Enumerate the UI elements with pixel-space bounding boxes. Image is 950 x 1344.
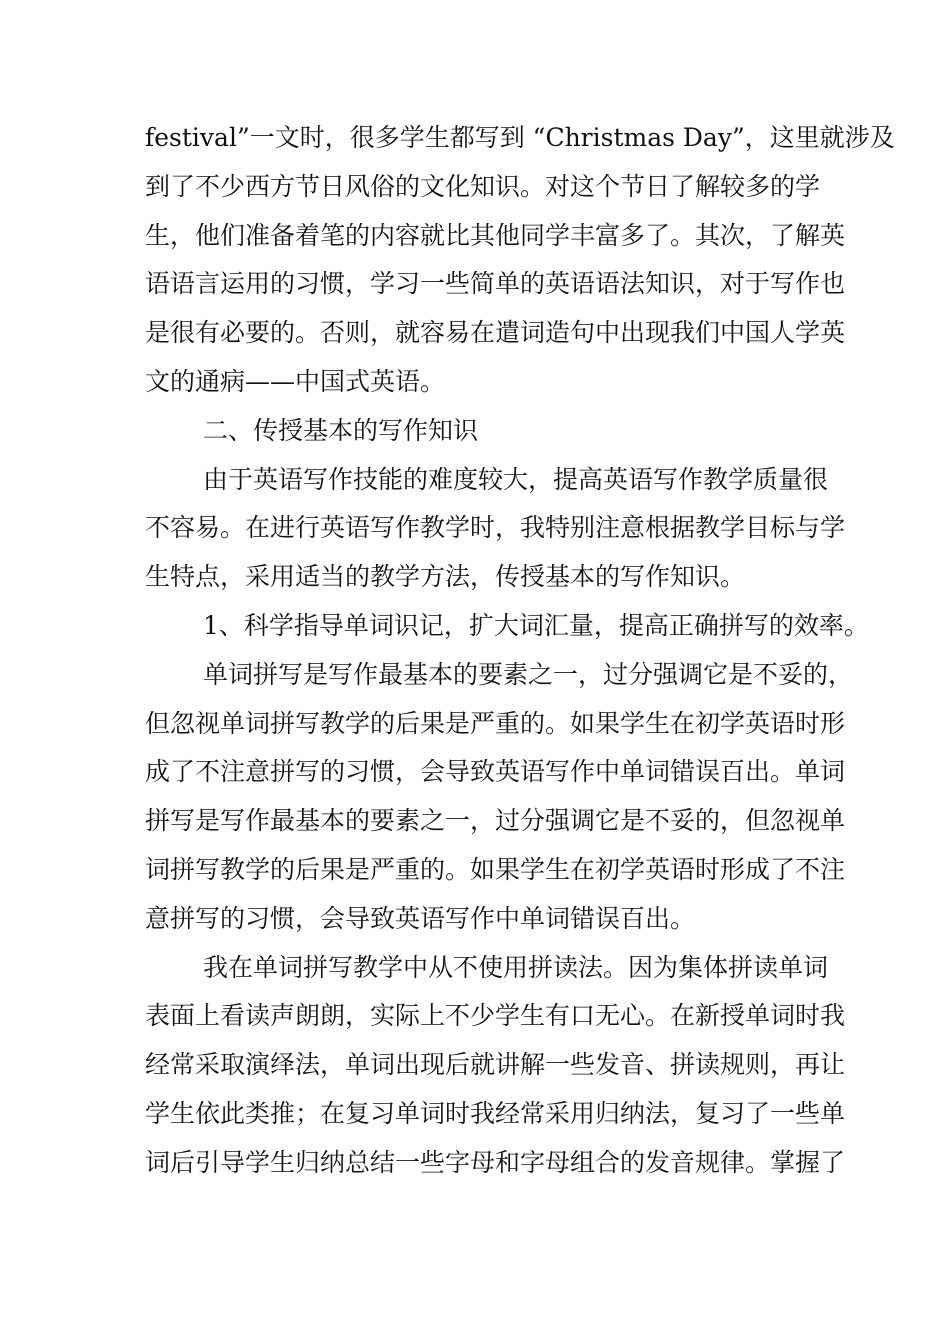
text-line: 但忽视单词拼写教学的后果是严重的。如果学生在初学英语时形: [145, 708, 846, 738]
text-line: 文的通病——中国式英语。: [145, 366, 446, 396]
text-line: 成了不注意拼写的习惯，会导致英语写作中单词错误百出。单词: [145, 757, 846, 787]
text-line: 词后引导学生归纳总结一些字母和字母组合的发音规律。掌握了: [145, 1147, 846, 1177]
section-heading: 二、传授基本的写作知识: [203, 415, 479, 445]
text-line: 学生依此类推；在复习单词时我经常采用归纳法，复习了一些单: [145, 1098, 846, 1128]
text-line: 意拼写的习惯，会导致英语写作中单词错误百出。: [145, 903, 696, 933]
subsection-heading: 1、科学指导单词识记，扩大词汇量，提高正确拼写的效率。: [203, 610, 869, 640]
text-line: 拼写是写作最基本的要素之一，过分强调它是不妥的，但忽视单: [145, 806, 846, 836]
text-line: 到了不少西方节日风俗的文化知识。对这个节日了解较多的学: [145, 171, 821, 201]
text-line: 表面上看读声朗朗，实际上不少学生有口无心。在新授单词时我: [145, 1001, 846, 1031]
text-line: 生特点，采用适当的教学方法，传授基本的写作知识。: [145, 562, 746, 592]
text-line: 词拼写教学的后果是严重的。如果学生在初学英语时形成了不注: [145, 854, 846, 884]
text-line: 不容易。在进行英语写作教学时，我特别注意根据教学目标与学: [145, 513, 846, 543]
document-body-text: [145, 114, 895, 1188]
text-line: 由于英语写作技能的难度较大，提高英语写作教学质量很: [203, 464, 829, 494]
text-line: 单词拼写是写作最基本的要素之一，过分强调它是不妥的，: [203, 659, 854, 689]
text-line: festival”一文时，很多学生都写到 “Christmas Day”，这里就涉及: [145, 123, 895, 152]
text-line: 是很有必要的。否则，就容易在遣词造句中出现我们中国人学英: [145, 318, 846, 348]
text-line: 语语言运用的习惯，学习一些简单的英语语法知识，对于写作也: [145, 269, 846, 299]
text-line: 我在单词拼写教学中从不使用拼读法。因为集体拼读单词: [203, 952, 829, 982]
text-line: 经常采取演绎法，单词出现后就讲解一些发音、拼读规则，再让: [145, 1050, 846, 1080]
text-line: 生，他们准备着笔的内容就比其他同学丰富多了。其次，了解英: [145, 220, 846, 250]
